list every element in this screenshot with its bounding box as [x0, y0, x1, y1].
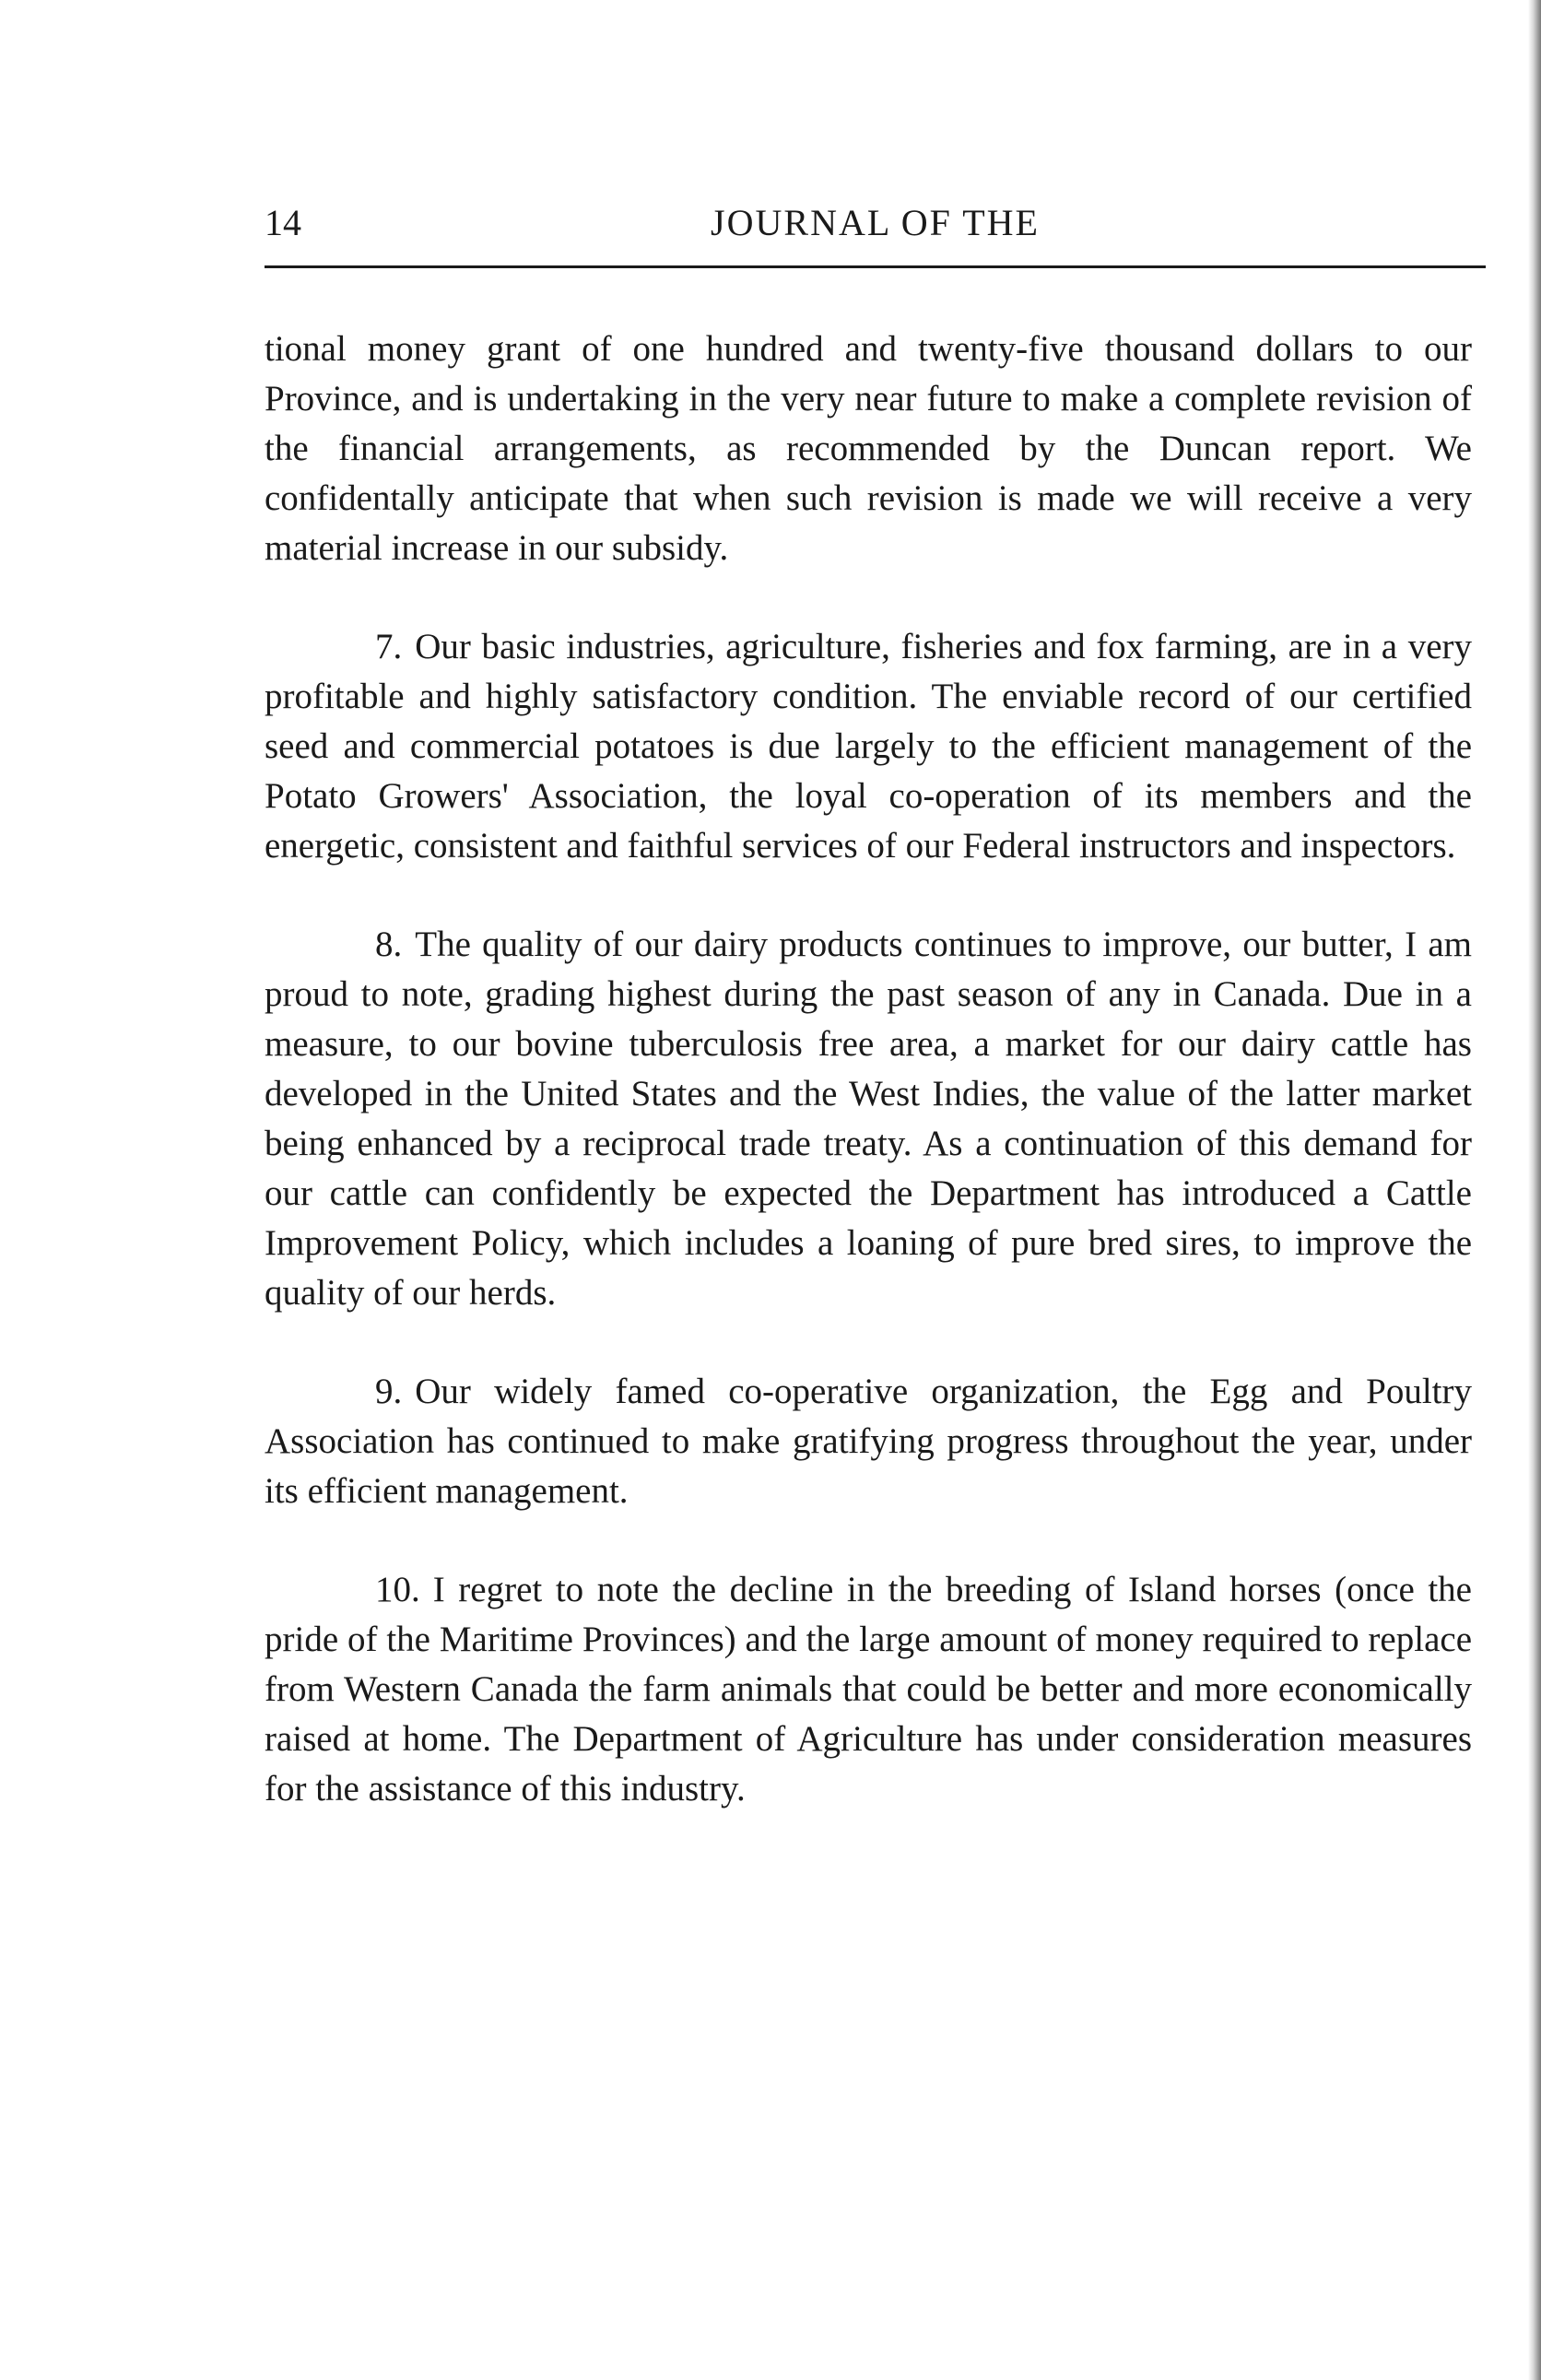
page-binding-edge [1528, 0, 1541, 2380]
paragraph-7 [265, 622, 1472, 871]
paragraph-continuation [265, 324, 1472, 573]
paragraph-text: tional money grant of one hundred and twenty-five thousand dollars to our Province, and is undertaking in the very near future to make a complete revision of the financial arrangements, as recommended by the Duncan report. We confidentally anticipate that when such revision is made we will receive a very material increase in our subsidy. [265, 329, 1472, 568]
paragraph-text: The quality of our dairy products continues to improve, our butter, I am proud to note, grading highest during the past season of any in Canada. Due in a measure, to our bovine tuberculosis free area, a market for our dairy cattle has developed in the United States and the West Indies, the value of the latter market being enhanced by a reciprocal trade treaty. As a continuation of this demand for our cattle can confidently be expected the Department has introduced a Cattle Improvement Policy, which includes a loaning of pure bred sires, to improve the quality of our herds. [265, 925, 1472, 1313]
paragraph-number: 7. [375, 627, 403, 666]
paragraph-number: 8. [375, 925, 403, 964]
body-text [265, 324, 1472, 1863]
paragraph-number: 9. [375, 1372, 403, 1411]
page-header [265, 195, 1486, 251]
page-number: 14 [265, 202, 301, 243]
paragraph-text: I regret to note the decline in the breeding of Island horses (once the pride of the Maritime Provinces) and the large amount of money required to replace from Western Canada the farm animals that could be better and more economically raised at home. The Department of Agriculture has under consideration measures for the assistance of this industry. [265, 1570, 1472, 1809]
paragraph-text: Our widely famed co-operative organization, the Egg and Poultry Association has continued to make gratifying progress throughout the year, under its efficient management. [265, 1372, 1472, 1511]
paragraph-text: Our basic industries, agriculture, fisheries and fox farming, are in a very profitable and highly satisfactory condition. The enviable record of our certified seed and commercial potatoes is due largely to the efficient management of the Potato Growers' Association, the loyal co-operation of its members and the energetic, consistent and faithful services of our Federal instructors and inspectors. [265, 627, 1472, 866]
paragraph-9 [265, 1367, 1472, 1516]
running-head: JOURNAL OF THE [711, 202, 1040, 243]
paragraph-number: 10. [375, 1570, 420, 1609]
header-rule [265, 265, 1486, 268]
paragraph-10 [265, 1565, 1472, 1814]
paragraph-8 [265, 920, 1472, 1318]
